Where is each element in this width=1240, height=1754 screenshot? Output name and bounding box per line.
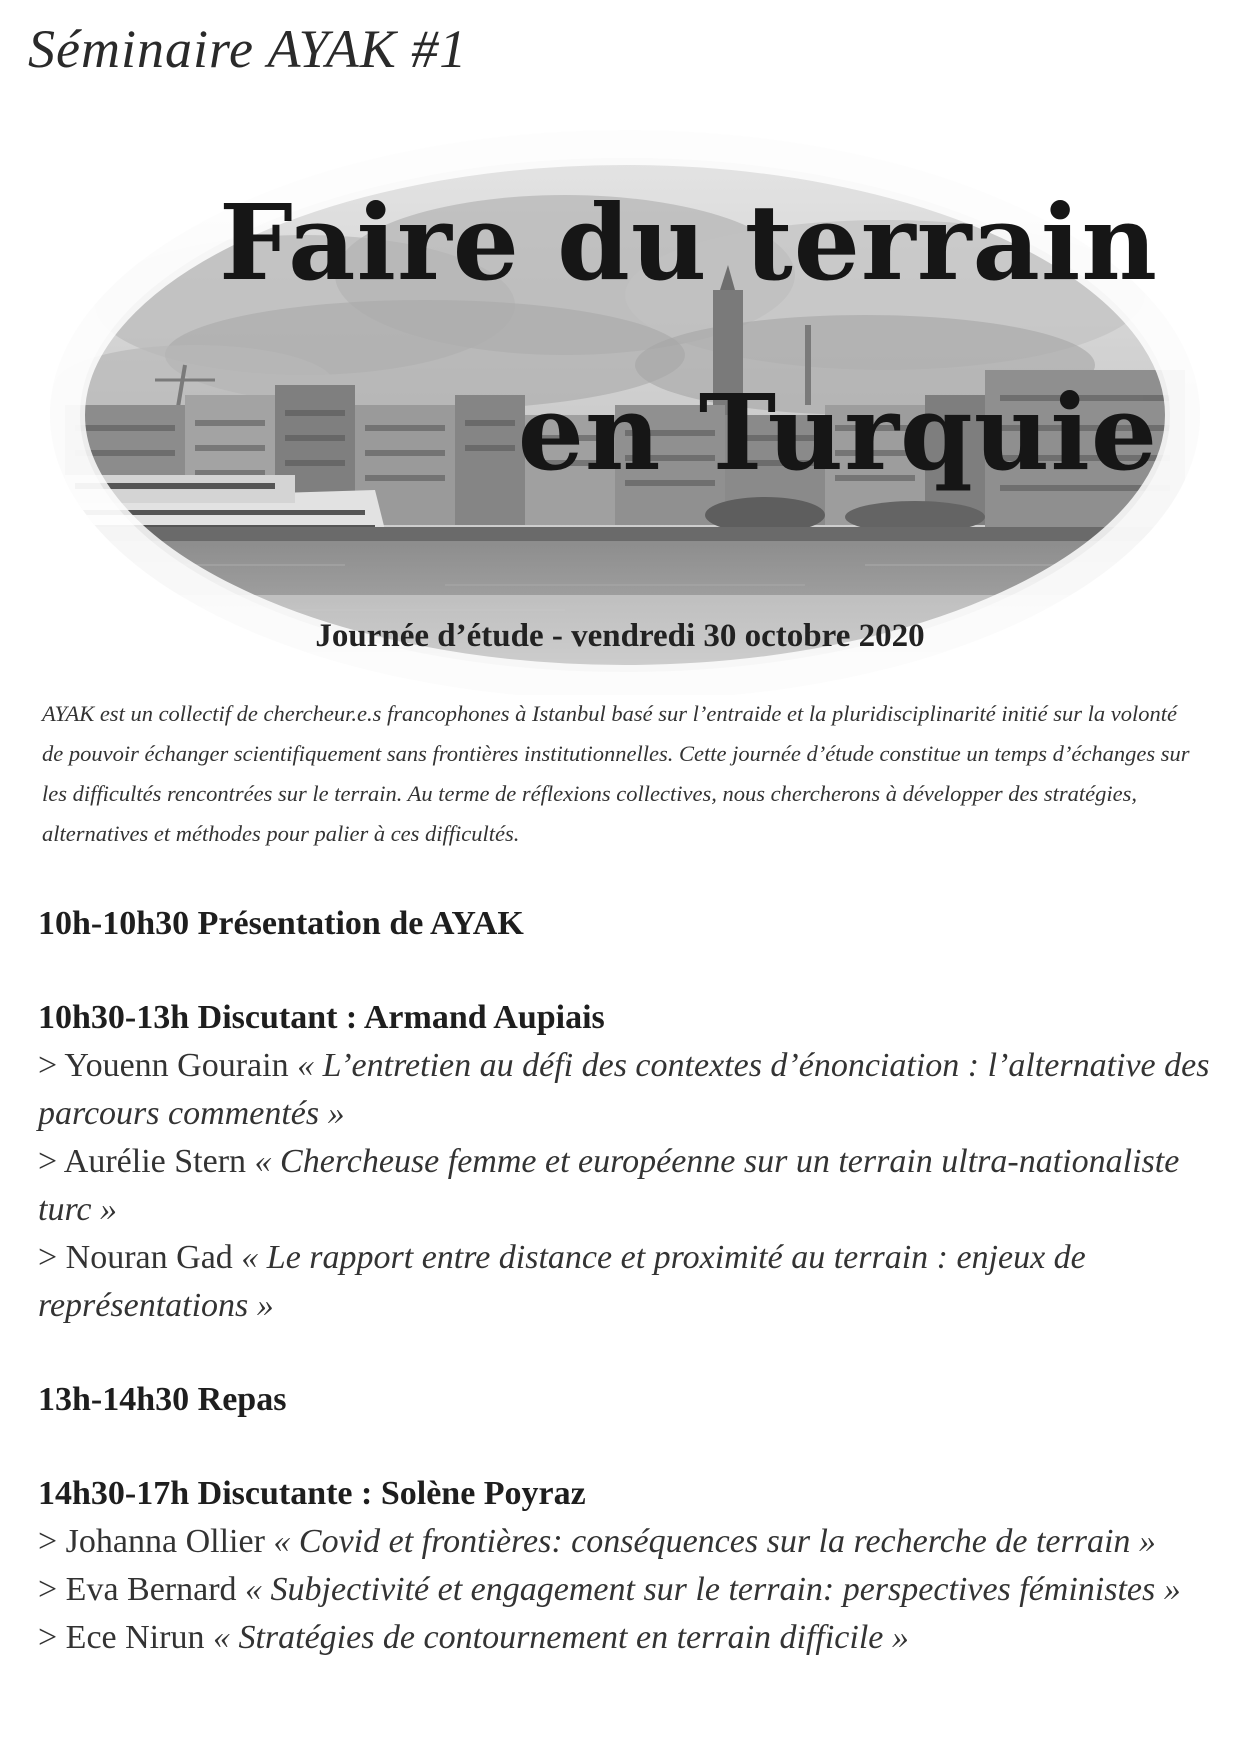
event-title <box>219 148 1158 528</box>
talk-speaker: > Ece Nirun <box>38 1619 205 1656</box>
talk-title: « Le rapport entre distance et proximité au terrain : enjeux de représentations » <box>38 1239 1086 1324</box>
talk-speaker: > Youenn Gourain <box>38 1047 289 1084</box>
talk-title: « Subjectivité et engagement sur le terrain: perspectives féministes » <box>245 1571 1181 1608</box>
event-title-line1: Faire du terrain <box>218 181 1158 304</box>
talk-speaker: > Nouran Gad <box>38 1239 233 1276</box>
slot-heading: 10h30-13h Discutant : Armand Aupiais <box>38 999 605 1036</box>
talk-speaker: > Johanna Ollier <box>38 1523 265 1560</box>
talk-title: « L’entretien au défi des contextes d’énonciation : l’alternative des parcours commentés » <box>38 1047 1210 1132</box>
schedule-slot-afternoon-session <box>38 1470 1218 1662</box>
talk-item <box>38 1234 1218 1330</box>
schedule-slot-presentation <box>38 900 1218 948</box>
intro-paragraph: AYAK est un collectif de chercheur.e.s francophones à Istanbul basé sur l’entraide et la pluridisciplinarité initié sur la volonté de pouvoir échanger scientifiquement sans frontières institutionnelles. Cette journée d’étude constitue un temps d’échanges sur les difficultés rencontrées sur le terrain. Au terme de réflexions collectives, nous chercherons à développer des stratégies, alternatives et méthodes pour palier à ces difficultés. <box>42 701 1190 846</box>
slot-heading: 13h-14h30 Repas <box>38 1381 287 1418</box>
seminar-label: Séminaire AYAK #1 <box>28 19 468 79</box>
talk-title: « Covid et frontières: conséquences sur la recherche de terrain » <box>273 1523 1156 1560</box>
schedule <box>38 900 1218 1708</box>
slot-heading: 10h-10h30 Présentation de AYAK <box>38 905 524 942</box>
talk-title: « Stratégies de contournement en terrain difficile » <box>212 1619 909 1656</box>
event-dateline: Journée d’étude - vendredi 30 octobre 2020 <box>315 618 925 654</box>
talk-item <box>38 1042 1218 1138</box>
schedule-slot-lunch <box>38 1376 1218 1424</box>
talk-item <box>38 1518 1218 1566</box>
talk-speaker: > Aurélie Stern <box>38 1143 247 1180</box>
talk-item <box>38 1566 1218 1614</box>
talk-speaker: > Eva Bernard <box>38 1571 237 1608</box>
talk-item <box>38 1138 1218 1234</box>
event-title-line2: en Turquie <box>517 371 1158 494</box>
slot-heading: 14h30-17h Discutante : Solène Poyraz <box>38 1475 586 1512</box>
talk-title: « Chercheuse femme et européenne sur un terrain ultra-nationaliste turc » <box>38 1143 1180 1228</box>
talk-item <box>38 1614 1218 1662</box>
schedule-slot-morning-session <box>38 994 1218 1330</box>
